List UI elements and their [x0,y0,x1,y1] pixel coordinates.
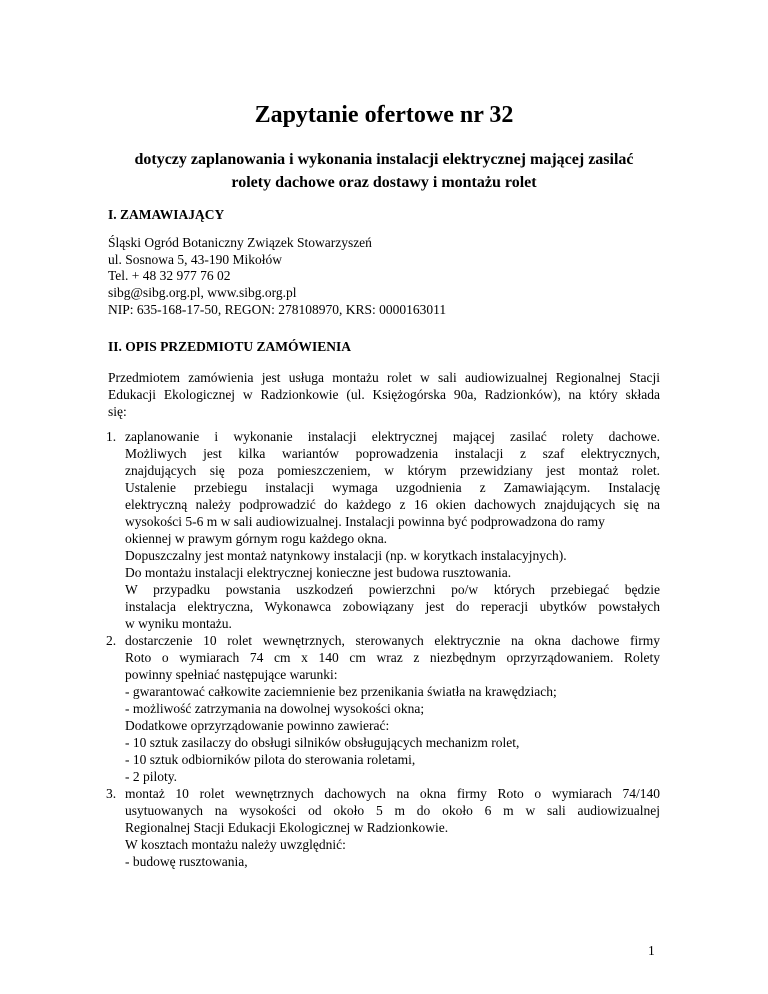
list-number: 2. [106,633,117,648]
contact-line: NIP: 635-168-17-50, REGON: 278108970, KRS: 0000163011 [108,301,447,317]
list-number: 3. [106,786,117,801]
contact-line: Śląski Ogród Botaniczny Związek Stowarzyszeń [108,235,372,250]
list-item-line: Ustalenie przebiegu instalacji wymaga uzgodnienia z Zamawiającym. Instalację [125,480,660,495]
list-item-line: W kosztach montażu należy uwzględnić: [125,837,346,852]
list-item-line: - 2 piloty. [125,769,177,784]
paragraph-line: Przedmiotem zamówienia jest usługa montażu rolet w sali audiowizualnej Regionalnej Stacji [108,370,660,385]
document-title: Zapytanie ofertowe nr 32 [254,102,514,128]
list-number: 1. [106,429,117,444]
subtitle-line: dotyczy zaplanowania i wykonania instalacji elektrycznej mającej zasilać [134,151,634,168]
list-item-line: zaplanowanie i wykonanie instalacji elektrycznej mającej zasilać rolety dachowe. [125,429,660,444]
list-item-line: w wyniku montażu. [125,616,232,631]
list-item-line: Możliwych jest kilka wariantów poprowadzenia instalacji z szaf elektrycznych, [125,446,660,461]
section-heading-zamawiajacy: I. ZAMAWIAJĄCY [108,207,225,222]
list-item-line: znajdujących się poza pomieszczeniem, w którym przewidziany jest montaż rolet. [125,463,660,478]
list-item-line: montaż 10 rolet wewnętrznych dachowych na okna firmy Roto o wymiarach 74/140 [125,786,660,801]
list-item-line: - gwarantować całkowite zaciemnienie bez przenikania światła na krawędziach; [125,684,557,699]
list-item-line: usytuowanych na wysokości od około 5 m do około 6 m w sali audiowizualnej [125,803,660,818]
list-item-line: dostarczenie 10 rolet wewnętrznych, sterowanych elektrycznie na okna dachowe firmy [125,633,660,648]
list-item-line: wysokości 5-6 m w sali audiowizualnej. Instalacji powinna być podprowadzona do ramy [125,514,605,529]
list-item-line: - 10 sztuk odbiorników pilota do sterowania roletami, [125,752,416,767]
paragraph-line: Edukacji Ekologicznej w Radzionkowie (ul. Księżogórska 90a, Radzionków), na który składa [108,387,660,402]
list-item-line: Dopuszczalny jest montaż natynkowy instalacji (np. w korytkach instalacyjnych). [125,548,567,563]
paragraph-line: się: [108,404,127,419]
list-item-line: Dodatkowe oprzyrządowanie powinno zawierać: [125,718,390,733]
list-item-line: powinny spełniać następujące warunki: [125,667,338,682]
section-heading-opis: II. OPIS PRZEDMIOTU ZAMÓWIENIA [108,339,352,354]
list-item-line: - 10 sztuk zasilaczy do obsługi silników obsługujących mechanizm rolet, [125,735,520,750]
list-item-line: okiennej w prawym górnym rogu każdego okna. [125,531,388,546]
list-item-line: Regionalnej Stacji Edukacji Ekologicznej w Radzionkowie. [125,820,449,835]
subtitle-line: rolety dachowe oraz dostawy i montażu rolet [231,174,537,191]
contact-line: ul. Sosnowa 5, 43-190 Mikołów [108,251,283,267]
list-item-line: W przypadku powstania uszkodzeń powierzchni po/w których przebiegać będzie [125,582,660,597]
contact-block [108,235,446,319]
list-item-line: Roto o wymiarach 74 cm x 140 cm wraz z niezbędnym oprzyrządowaniem. Rolety [125,650,660,665]
page-number: 1 [648,943,655,958]
list-item-line: - możliwość zatrzymania na dowolnej wysokości okna; [125,701,425,716]
document-subtitle [0,148,768,194]
list-item-line: instalacja elektryczna, Wykonawca zobowiązany jest do reperacji ubytków powstałych [125,599,660,614]
contact-line: Tel. + 48 32 977 76 02 [108,268,231,284]
list-item-line: elektryczną należy podprowadzić do każdego z 16 okien dachowych znajdujących się na [125,497,660,512]
contact-line: sibg@sibg.org.pl, www.sibg.org.pl [108,285,297,301]
list-item-line: Do montażu instalacji elektrycznej konieczne jest budowa rusztowania. [125,565,512,580]
list-item-line: - budowę rusztowania, [125,854,248,869]
